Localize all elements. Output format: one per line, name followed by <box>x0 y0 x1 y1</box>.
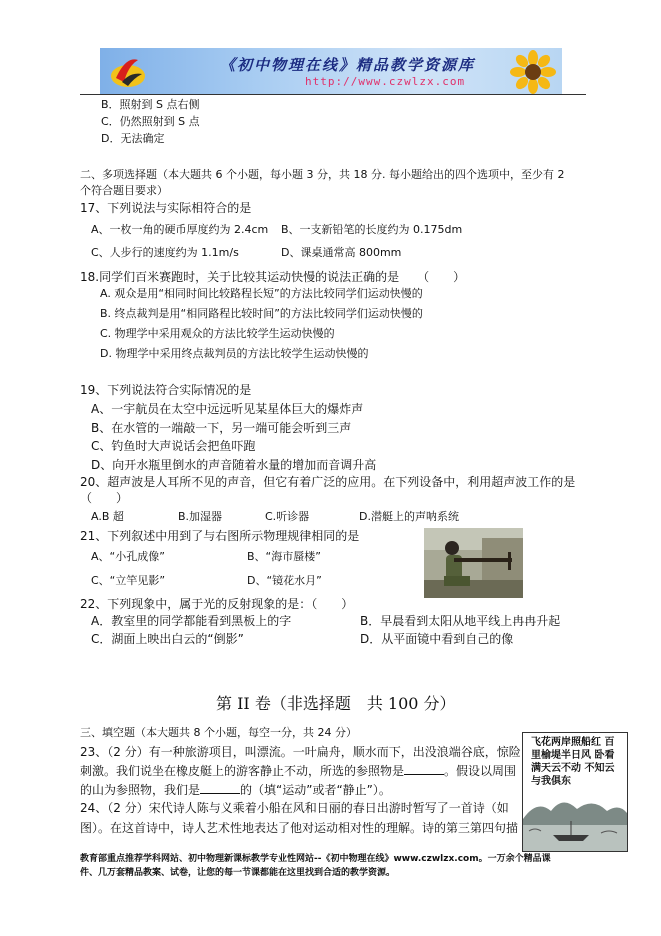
q20-option-d: D.潜艇上的声呐系统 <box>359 510 459 523</box>
q18-option-d: D. 物理学中采用终点裁判员的方法比较学生运动快慢的 <box>100 347 369 360</box>
q22-option-c: C．湖面上映出白云的“倒影” <box>91 632 244 646</box>
q21-option-a: A、“小孔成像” <box>91 550 165 563</box>
q19-option-b: B、在水管的一端敲一下，另一端可能会听到三声 <box>91 421 352 435</box>
q21-option-d: D、“镜花水月” <box>247 574 322 587</box>
section-2-heading-cont: 个符合题目要求） <box>80 184 168 197</box>
q23-line-2 <box>80 763 516 779</box>
q20-paren: （ ） <box>80 491 129 505</box>
q22-option-d: D．从平面镜中看到自己的像 <box>360 632 514 646</box>
q22-option-a: A．教室里的同学都能看到黑板上的字 <box>91 614 292 628</box>
q23-line-1: 23、（2 分）有一种旅游项目，叫漂流。一叶扁舟，顺水而下，出没浪端谷底，惊险 <box>80 745 521 759</box>
q23-line-2-text: 刺激。我们说坐在橡皮艇上的游客静止不动，所选的参照物是 <box>80 764 405 778</box>
q20-option-c: C.听诊器 <box>265 510 310 523</box>
site-logo-icon <box>108 52 148 90</box>
header-rule <box>80 94 586 95</box>
q23-line-3-tail: 的（填“运动”或者“静止”）。 <box>240 783 391 797</box>
banner-title: 《初中物理在线》精品教学资源库 <box>220 56 476 74</box>
landscape-boat-icon <box>523 791 627 851</box>
q16-option-b: B．照射到 S 点右侧 <box>101 98 200 111</box>
q23-line-3-text: 的山为参照物，我们是 <box>80 783 201 797</box>
q17-option-b: B、一支新铅笔的长度约为 0.175dm <box>281 223 463 236</box>
q19-option-a: A、一宇航员在太空中远远听见某星体巨大的爆炸声 <box>91 402 364 416</box>
q24-line-2: 图）。在这首诗中，诗人艺术性地表达了他对运动相对性的理解。诗的第三第四句描 <box>80 821 519 835</box>
poem-illustration <box>522 732 628 852</box>
q17-option-d: D、课桌通常高 800mm <box>281 246 402 259</box>
q20-stem: 20、超声波是人耳所不见的声音，但它有着广泛的应用。在下列设备中，利用超声波工作的是 <box>80 475 576 489</box>
q17-option-c: C、人步行的速度约为 1.1m/s <box>91 246 239 259</box>
footer-line-2: 件、几万套精品教案、试卷，让您的每一节课都能在这里找到合适的教学资源。 <box>80 868 396 878</box>
sunflower-icon <box>510 50 556 94</box>
footer-line-1: 教育部重点推荐学科网站、初中物理新课标教学专业性网站--《初中物理在线》www.czwlzx.com。一万余个精品课 <box>80 854 551 864</box>
q16-option-d: D．无法确定 <box>101 132 165 145</box>
poem-text: 飞花两岸照船红 百里榆堤半日风 卧看满天云不动 不知云与我俱东 <box>531 737 615 787</box>
q16-option-c: C．仍然照射到 S 点 <box>101 115 200 128</box>
q21-rifle-photo <box>424 528 523 598</box>
q17-stem: 17、下列说法与实际相符合的是 <box>80 201 252 215</box>
q23-line-2-tail: 。假设以周围 <box>444 764 517 778</box>
banner-url[interactable]: http://www.czwlzx.com <box>305 75 466 88</box>
section-3-heading: 三、填空题（本大题共 8 个小题，每空一分，共 24 分） <box>80 726 357 739</box>
q18-option-b: B. 终点裁判是用“相同路程比较时间”的方法比较同学们运动快慢的 <box>100 307 423 320</box>
q18-stem: 18.同学们百米赛跑时，关于比较其运动快慢的说法正确的是 （ ） <box>80 270 466 284</box>
q19-option-d: D、向开水瓶里倒水的声音随着水量的增加而音调升高 <box>91 458 377 472</box>
q21-stem: 21、下列叙述中用到了与右图所示物理规律相同的是 <box>80 529 360 543</box>
part-2-title: 第 II 卷（非选择题 共 100 分） <box>216 694 456 713</box>
q19-option-c: C、钓鱼时大声说话会把鱼吓跑 <box>91 439 256 453</box>
q20-option-b: B.加湿器 <box>178 510 223 523</box>
q17-option-a: A、一枚一角的硬币厚度约为 2.4cm <box>91 223 269 236</box>
section-2-heading: 二、多项选择题（本大题共 6 个小题，每小题 3 分，共 18 分. 每小题给出的四个选项中，至少有 2 <box>80 168 565 181</box>
q18-option-c: C. 物理学中采用观众的方法比较学生运动快慢的 <box>100 327 335 340</box>
q18-option-a: A. 观众是用“相同时间比较路程长短”的方法比较同学们运动快慢的 <box>100 287 423 300</box>
q23-line-3 <box>80 782 391 798</box>
header-banner <box>100 48 562 94</box>
q21-option-c: C、“立竿见影” <box>91 574 166 587</box>
q20-option-a: A.B 超 <box>91 510 124 523</box>
q22-stem: 22、下列现象中，属于光的反射现象的是：（ ） <box>80 597 354 611</box>
q22-option-b: B．早晨看到太阳从地平线上冉冉升起 <box>360 614 561 628</box>
answer-blank[interactable] <box>404 763 444 775</box>
q19-stem: 19、下列说法符合实际情况的是 <box>80 383 252 397</box>
answer-blank[interactable] <box>200 782 240 794</box>
q24-line-1: 24、（2 分）宋代诗人陈与义乘着小船在风和日丽的春日出游时暂写了一首诗（如 <box>80 801 509 815</box>
q21-option-b: B、“海市蜃楼” <box>247 550 321 563</box>
